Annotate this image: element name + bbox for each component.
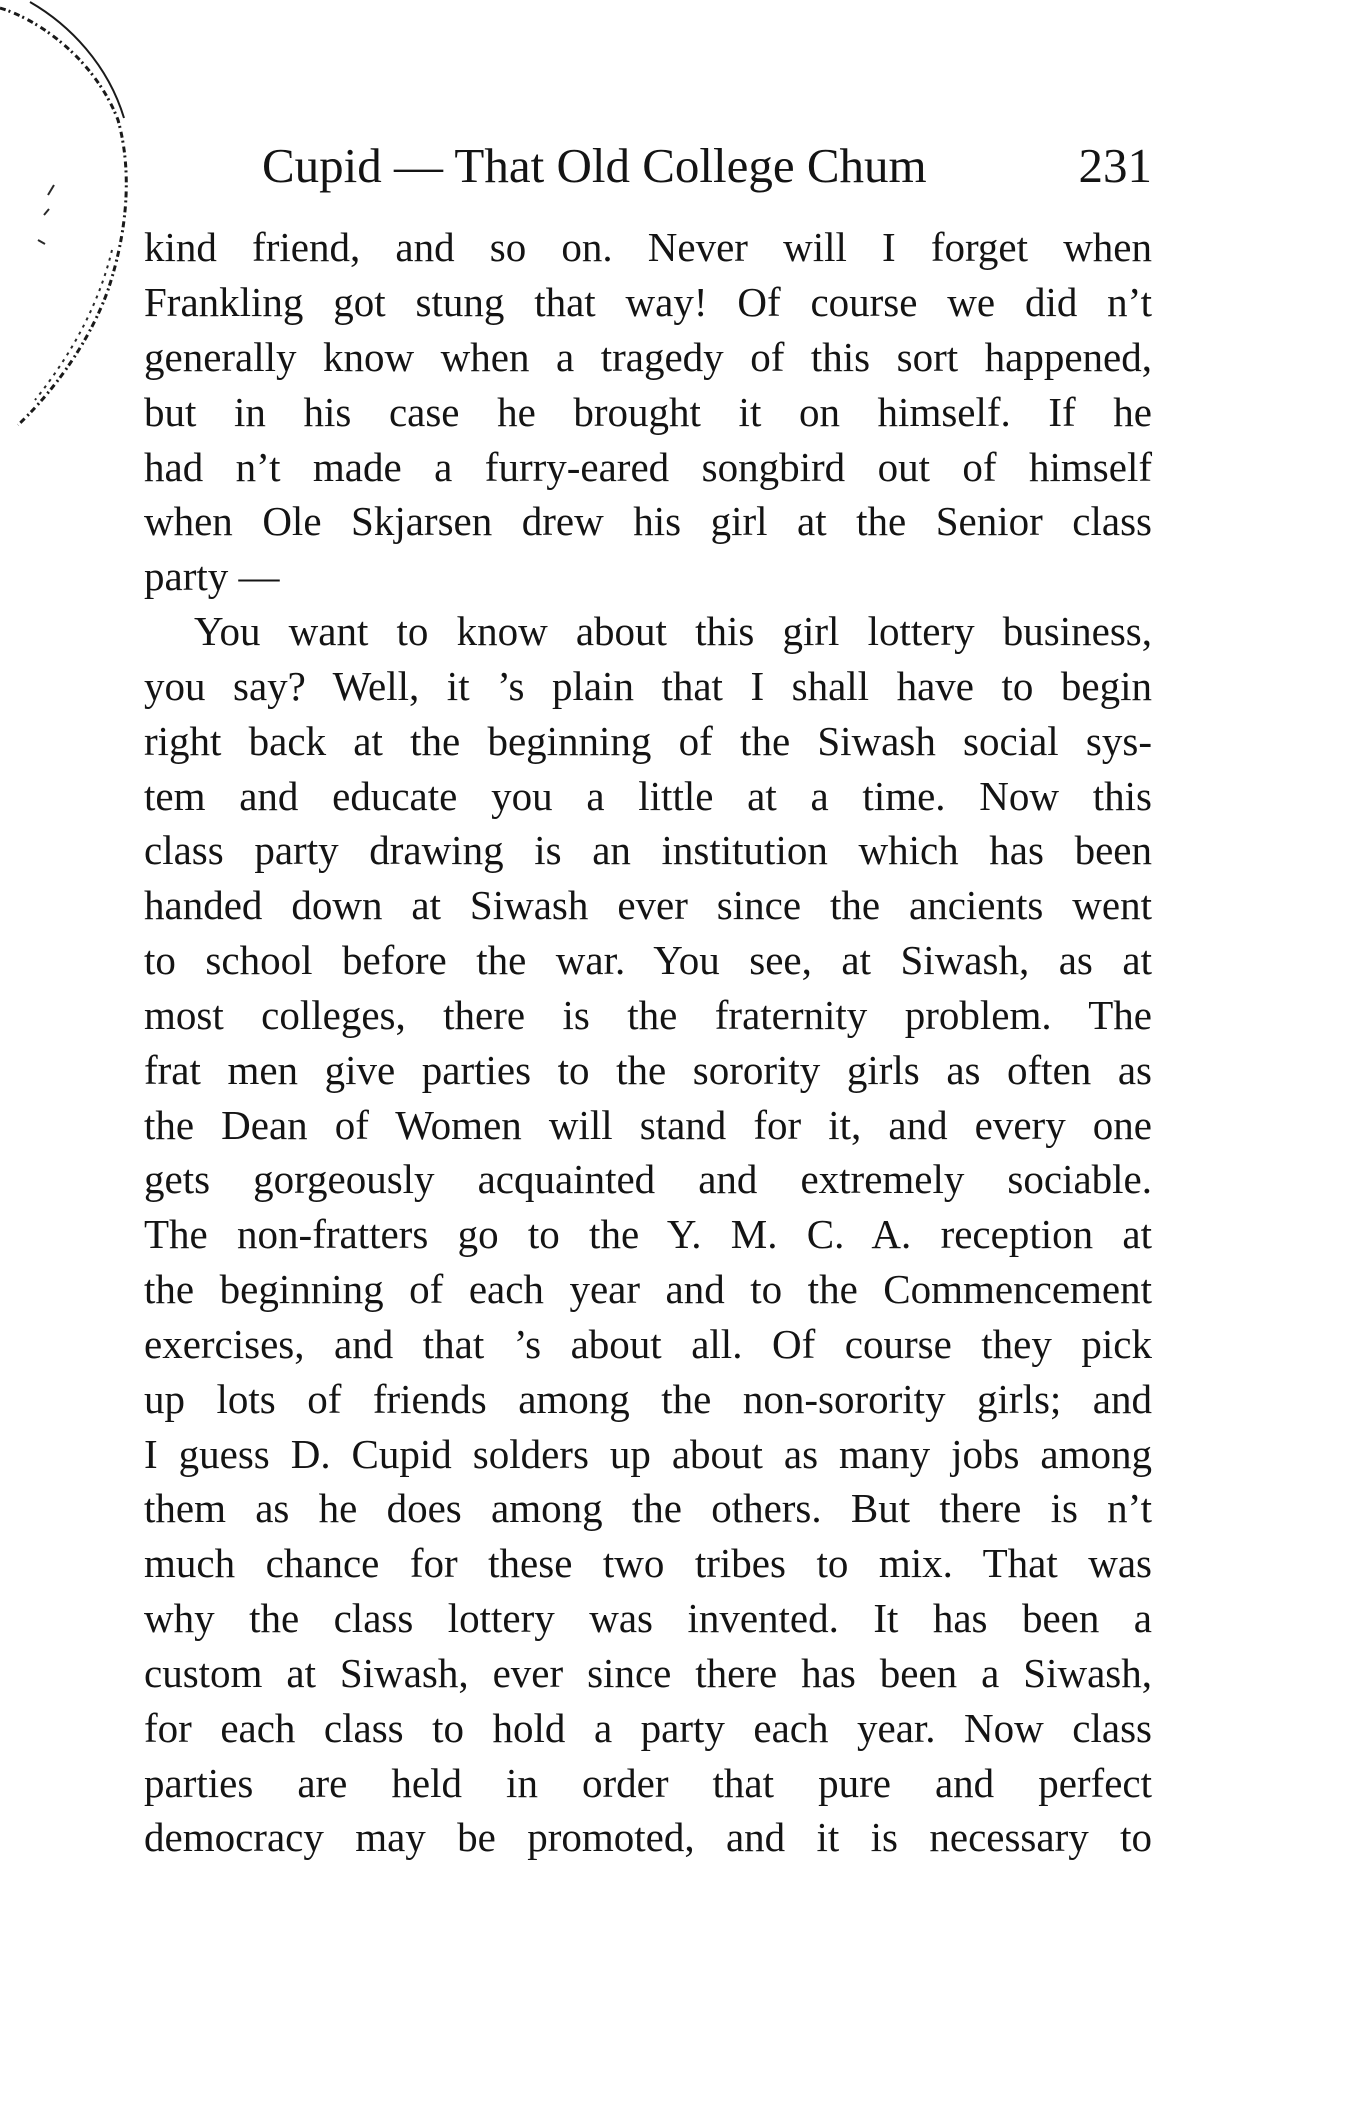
text-line: custom at Siwash, ever since there has been a Siwash, [144, 1650, 1152, 1696]
text-line: the Dean of Women will stand for it, and every one [144, 1102, 1152, 1148]
text-line: generally know when a tragedy of this sort happened, [144, 334, 1152, 380]
text-line: to school before the war. You see, at Siwash, as at [144, 937, 1152, 983]
running-head [262, 134, 1152, 198]
text-line: you say? Well, it ’s plain that I shall have to begin [144, 663, 1152, 709]
text-line: You want to know about this girl lottery business, [194, 608, 1152, 654]
page-number: 231 [1078, 138, 1152, 193]
text-line: handed down at Siwash ever since the ancients went [144, 882, 1152, 928]
text-line: tem and educate you a little at a time. Now this [144, 773, 1152, 819]
text-line: much chance for these two tribes to mix. That was [144, 1540, 1152, 1586]
page-edge-binding-mark [0, 0, 160, 440]
text-line: had n’t made a furry-eared songbird out of himself [144, 444, 1152, 490]
text-line: class party drawing is an institution which has been [144, 827, 1152, 873]
text-line: them as he does among the others. But there is n’t [144, 1485, 1152, 1531]
text-line: kind friend, and so on. Never will I forget when [144, 224, 1152, 270]
text-line: gets gorgeously acquainted and extremely sociable. [144, 1156, 1152, 1202]
text-line: frat men give parties to the sorority girls as often as [144, 1047, 1152, 1093]
text-line: party — [144, 553, 280, 599]
text-line: up lots of friends among the non-sorority girls; and [144, 1376, 1152, 1422]
text-line: the beginning of each year and to the Commencement [144, 1266, 1152, 1312]
text-line: but in his case he brought it on himself. If he [144, 389, 1152, 435]
text-line: Frankling got stung that way! Of course we did n’t [144, 279, 1152, 325]
text-line: for each class to hold a party each year. Now class [144, 1705, 1152, 1751]
text-line: I guess D. Cupid solders up about as many jobs among [144, 1431, 1152, 1477]
running-title: Cupid — That Old College Chum [262, 138, 927, 193]
text-line: parties are held in order that pure and perfect [144, 1760, 1152, 1806]
text-line: democracy may be promoted, and it is necessary to [144, 1814, 1152, 1860]
text-line: right back at the beginning of the Siwash social sys- [144, 718, 1152, 764]
text-line: exercises, and that ’s about all. Of course they pick [144, 1321, 1152, 1367]
text-line: most colleges, there is the fraternity problem. The [144, 992, 1152, 1038]
text-line: The non-fratters go to the Y. M. C. A. reception at [144, 1211, 1152, 1257]
text-line: why the class lottery was invented. It has been a [144, 1595, 1152, 1641]
text-line: when Ole Skjarsen drew his girl at the Senior class [144, 498, 1152, 544]
